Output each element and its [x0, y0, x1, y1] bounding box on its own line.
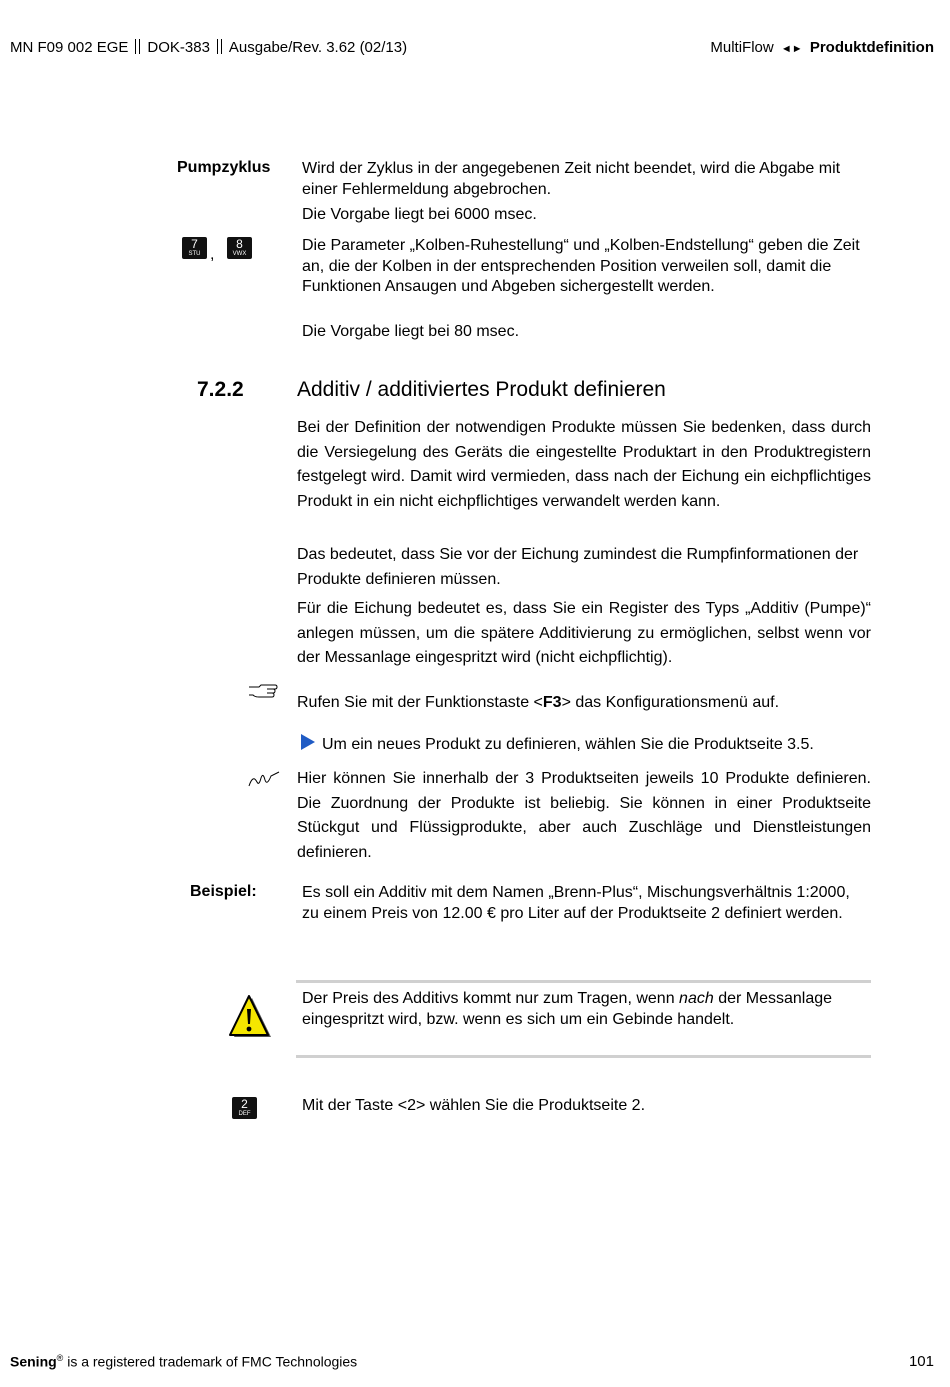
pumpzyklus-text-1: Wird der Zyklus in der angegebenen Zeit nicht beendet, wird die Abgabe mit einer Fehlermeldung abgebrochen.	[302, 160, 841, 198]
header-left	[10, 39, 407, 56]
note-pen-icon	[247, 768, 281, 795]
section-number: 7.2.2	[197, 378, 244, 401]
warning-top-rule	[296, 980, 871, 983]
warning-icon	[228, 995, 272, 1046]
section-title: Additiv / additiviertes Produkt definieren	[297, 378, 666, 401]
footer-trademark: Sening® is a registered trademark of FMC Technologies	[10, 1353, 358, 1370]
separator	[135, 39, 140, 54]
pumpzyklus-label: Pumpzyklus	[177, 159, 271, 176]
dok-number: DOK-383	[147, 39, 210, 56]
doc-id: MN F09 002 EGE	[10, 39, 129, 56]
key-step-text: Mit der Taste <2> wählen Sie die Produktseite 2.	[302, 1097, 646, 1114]
key-7-icon: 7 STU	[182, 237, 207, 259]
pumpzyklus-text-3: Die Parameter „Kolben-Ruhestellung“ und „Kolben-Endstellung“ geben die Zeit an, die der Kolben in der entsprechenden Position verweilen soll, damit die Funktionen Ansaugen und Abgeben sichergestellt werden.	[302, 237, 860, 295]
section-paragraph-3: Für die Eichung bedeutet es, dass Sie ein Register des Typs „Additiv (Pumpe)“ anlegen müssen, um die spätere Additivierung zu ermöglichen, selbst wenn vor der Messanlage eingespritzt wird (nicht eichpflichtig).	[297, 600, 871, 666]
beispiel-text: Es soll ein Additiv mit dem Namen „Brenn-Plus“, Mischungsverhältnis 1:2000, zu einem Preis von 12.00 € pro Liter auf der Produktseite 2 definiert werden.	[302, 884, 850, 922]
product-name: MultiFlow	[710, 39, 774, 56]
bullet-text: Um ein neues Produkt zu definieren, wählen Sie die Produktseite 3.5.	[322, 736, 814, 753]
function-key-f3: F3	[542, 694, 562, 711]
page-number: 101	[908, 1353, 934, 1370]
note-text: Hier können Sie innerhalb der 3 Produktseiten jeweils 10 Produkte definieren. Die Zuordnung der Produkte ist beliebig. Sie können in einer Produktseite Stückgut und Flüssigprodukte, aber auch Zuschläge und Dienstleistungen definieren.	[297, 770, 871, 861]
pointing-hand-icon	[247, 682, 279, 705]
pumpzyklus-text-2: Die Vorgabe liegt bei 6000 msec.	[302, 206, 537, 223]
separator	[217, 39, 222, 54]
pumpzyklus-text-4: Die Vorgabe liegt bei 80 msec.	[302, 323, 520, 340]
key-8-icon: 8 VWX	[227, 237, 252, 259]
warning-emphasis: nach	[679, 990, 714, 1007]
section-paragraph-1: Bei der Definition der notwendigen Produkte müssen Sie bedenken, dass durch die Versiegelung des Geräts die eingestellte Produktart in den Produktregistern festgelegt wird. Damit wird vermieden, dass nach der Eichung ein eichpflichtiges Produkt in ein nicht eichpflichtiges verwandelt werden kann.	[297, 419, 871, 510]
step-text: Rufen Sie mit der Funktionstaste <F3> das Konfigurationsmenü auf.	[297, 694, 780, 711]
key-comma: ,	[210, 246, 215, 263]
header-right	[710, 39, 934, 56]
key-2-icon: 2 DEF	[232, 1097, 257, 1119]
warning-bottom-rule	[296, 1055, 871, 1058]
play-arrow-icon	[300, 733, 316, 756]
warning-text: Der Preis des Additivs kommt nur zum Tragen, wenn nach der Messanlage eingespritzt wird, bzw. wenn es sich um ein Gebinde handelt.	[302, 990, 833, 1028]
section-paragraph-2: Das bedeutet, dass Sie vor der Eichung zumindest die Rumpfinformationen der Produkte definieren müssen.	[297, 546, 859, 588]
footer-brand: Sening	[10, 1353, 57, 1370]
revision: Ausgabe/Rev. 3.62 (02/13)	[228, 39, 408, 56]
nav-arrows-icon: ◄►	[780, 43, 803, 55]
section-name: Produktdefinition	[809, 39, 934, 56]
beispiel-label: Beispiel:	[190, 883, 257, 900]
